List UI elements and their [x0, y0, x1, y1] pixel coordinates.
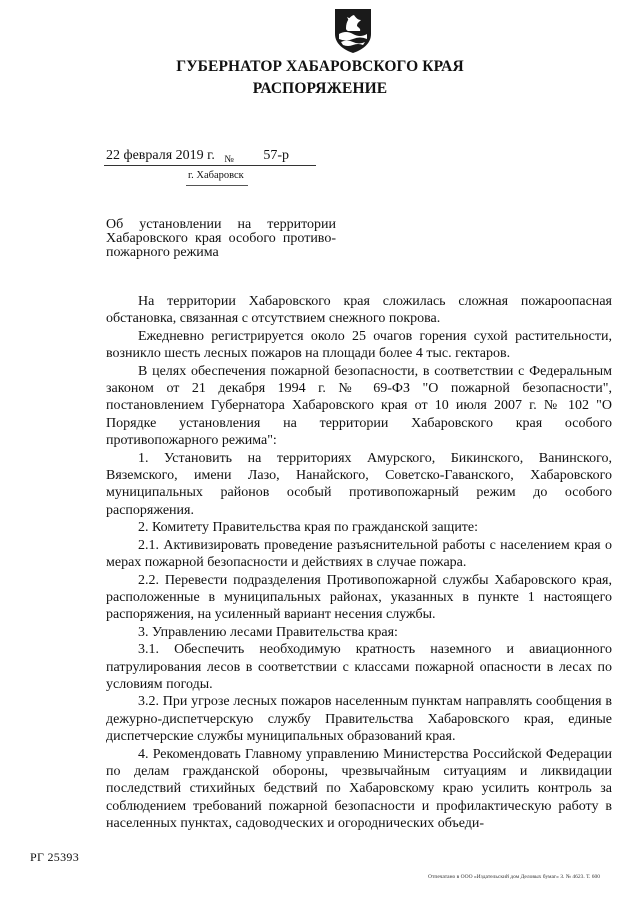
body-paragraph: 3.1. Обеспечить необходимую кратность наземного и авиационного патрулирования лесов в соответствии с классами пожарной опасности в лесах по условиям погоды.	[106, 642, 612, 692]
city-underline	[186, 185, 248, 186]
number-sign: №	[224, 154, 234, 165]
document-number: 57-р	[263, 148, 290, 163]
document-body	[106, 293, 612, 833]
document-city: г. Хабаровск	[188, 170, 244, 181]
body-paragraph: Ежедневно регистрируется около 25 очагов горения сухой растительности, возникло шесть лесных пожаров на площади более 4 тыс. гектаров.	[106, 328, 612, 362]
subject-line: пожарного режима	[106, 245, 219, 260]
print-note: Отпечатано в ООО «Издательский дом Деловых бумаг» З. № 4623. Т. 600	[428, 874, 600, 880]
authority-title: ГУБЕРНАТОР ХАБАРОВСКОГО КРАЯ	[176, 58, 464, 75]
body-paragraph: 2.1. Активизировать проведение разъяснительной работы с населением края о мерах пожарной безопасности и действиях в случае пожара.	[106, 537, 612, 571]
body-paragraph: 3.2. При угрозе лесных пожаров населенным пунктам направлять сообщения в дежурно-диспетчерскую службу Правительства Хабаровского края, единые диспетчерские службы муниципальных образований края.	[106, 694, 612, 745]
body-paragraph: В целях обеспечения пожарной безопасности, в соответствии с Федеральным законом от 21 декабря 1994 г. № 69-ФЗ "О пожарной безопасности", постановлением Губернатора Хабаровского края от 10 июля 2007 г. № 102 "О Порядке установления на территории Хабаровского края особого противопожарного режима":	[106, 363, 612, 449]
registration-number: РГ 25393	[30, 850, 80, 864]
document-date: 22 февраля 2019 г.	[106, 148, 215, 163]
date-underline	[104, 165, 316, 166]
document-type-title: РАСПОРЯЖЕНИЕ	[252, 80, 388, 97]
body-paragraph: 4. Рекомендовать Главному управлению Министерства Российской Федерации по делам гражданской обороны, чрезвычайным ситуациям и ликвидации последствий стихийных бедствий по Хабаровскому краю усилить контроль за соблюдением требований пожарной безопасности и профилактическую работу в населенных пунктах, садоводческих и огороднических объеди-	[106, 746, 612, 832]
body-paragraph: 3. Управлению лесами Правительства края:	[138, 624, 398, 640]
document-subject	[106, 218, 336, 260]
body-paragraph: 2.2. Перевести подразделения Противопожарной службы Хабаровского края, расположенные в муниципальных районах, указанных в пункте 1 настоящего распоряжения, на усиленный вариант несения службы.	[106, 572, 612, 623]
coat-of-arms-icon	[331, 6, 375, 54]
subject-line: Об установлении на территории	[106, 217, 336, 232]
body-paragraph: 2. Комитету Правительства края по гражданской защите:	[138, 520, 479, 536]
body-paragraph: На территории Хабаровского края сложилась сложная пожароопасная обстановка, связанная с отсутствием снежного покрова.	[106, 294, 612, 327]
subject-line: Хабаровского края особого противо-	[106, 231, 336, 246]
body-paragraph: 1. Установить на территориях Амурского, Бикинского, Ванинского, Вяземского, имени Лазо, Нанайского, Советско-Гаванского, Хабаровского муниципальных районов особый противопожарный режим до особого распоряжения.	[106, 450, 612, 518]
date-number-line	[106, 148, 289, 164]
